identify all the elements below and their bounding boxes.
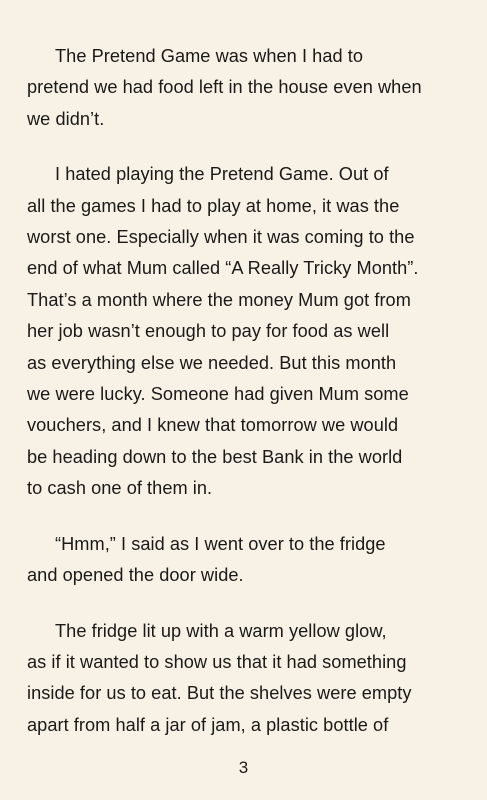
text-line: worst one. Especially when it was coming to the xyxy=(27,227,415,248)
text-line: “Hmm,” I said as I went over to the fridge xyxy=(55,533,386,554)
text-line: The fridge lit up with a warm yellow glow, xyxy=(55,620,387,641)
text-line: we were lucky. Someone had given Mum some xyxy=(27,384,409,405)
text-line: end of what Mum called “A Really Tricky Month”. xyxy=(27,258,419,279)
text-line: all the games I had to play at home, it was the xyxy=(27,195,400,216)
paragraph-4 xyxy=(27,616,467,742)
text-line: as if it wanted to show us that it had something xyxy=(27,651,407,672)
text-line: be heading down to the best Bank in the world xyxy=(27,446,403,467)
text-line: and opened the door wide. xyxy=(27,565,244,586)
text-line: pretend we had food left in the house even when xyxy=(27,77,422,98)
text-line: vouchers, and I knew that tomorrow we would xyxy=(27,415,399,436)
body-text xyxy=(27,41,467,765)
text-line: I hated playing the Pretend Game. Out of xyxy=(55,164,389,185)
page-number: 3 xyxy=(238,758,249,777)
paragraph-3 xyxy=(27,529,467,592)
text-line: her job wasn’t enough to pay for food as well xyxy=(27,321,390,342)
text-line: to cash one of them in. xyxy=(27,478,213,499)
text-line: as everything else we needed. But this month xyxy=(27,352,397,373)
text-line: That’s a month where the money Mum got from xyxy=(27,289,411,310)
paragraph-1 xyxy=(27,41,467,135)
text-line: apart from half a jar of jam, a plastic bottle of xyxy=(27,714,389,735)
text-line: we didn’t. xyxy=(27,108,105,129)
text-line: The Pretend Game was when I had to xyxy=(55,46,364,66)
paragraph-2 xyxy=(27,159,467,504)
text-line: inside for us to eat. But the shelves were empty xyxy=(27,683,412,704)
